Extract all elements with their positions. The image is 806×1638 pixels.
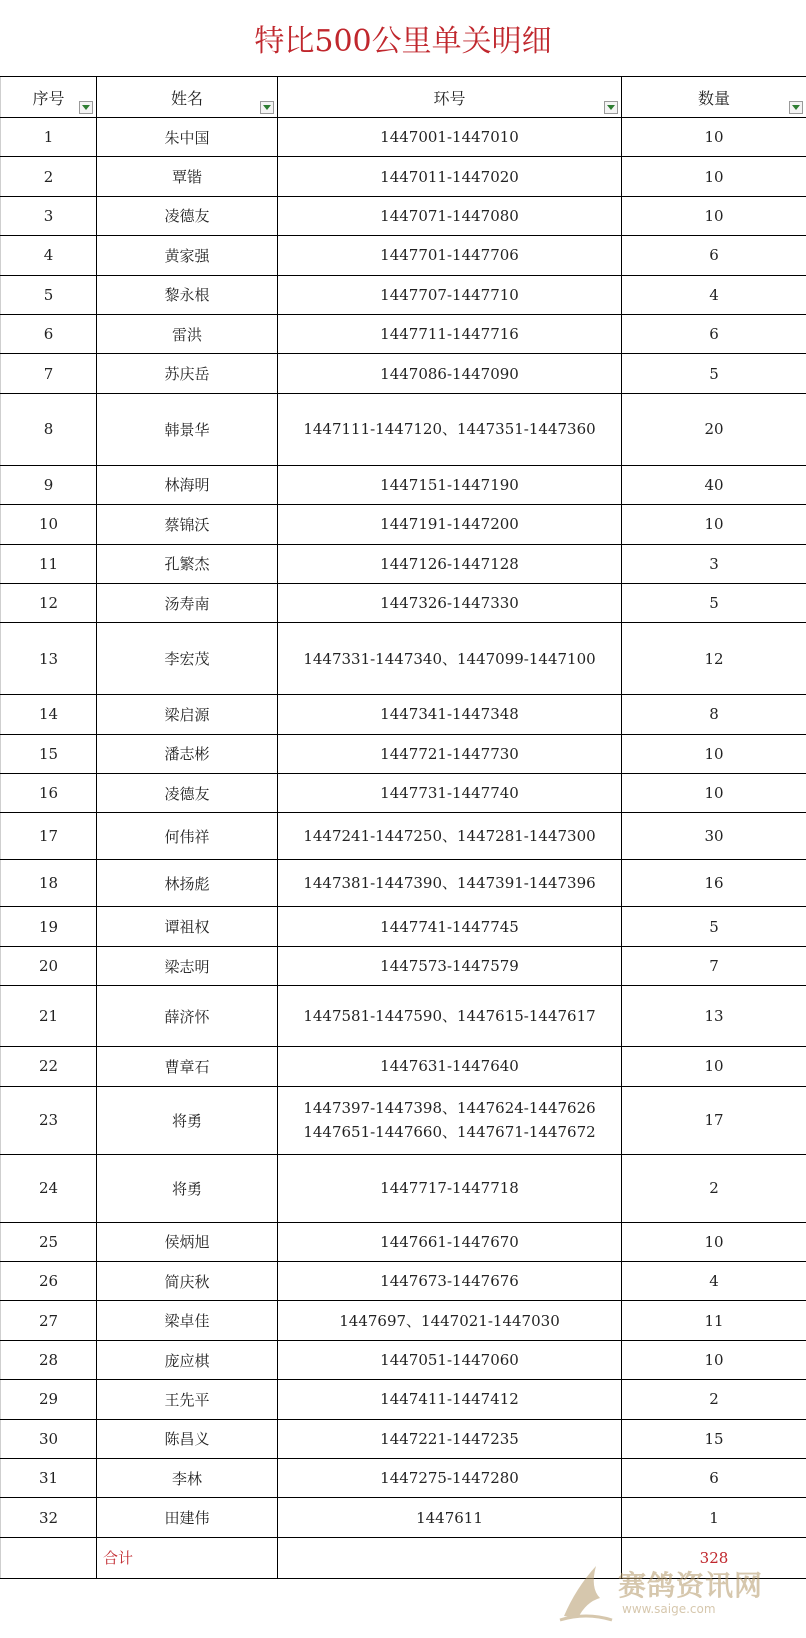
ring-range: 1447151-1447190 <box>380 475 519 494</box>
ring-range: 1447221-1447235 <box>380 1429 519 1448</box>
cell-qty: 13 <box>622 986 806 1047</box>
cell-qty: 10 <box>622 505 806 544</box>
cell-seq: 12 <box>1 583 97 622</box>
cell-qty: 20 <box>622 393 806 465</box>
cell-qty: 30 <box>622 813 806 860</box>
cell-qty: 12 <box>622 623 806 695</box>
ring-range: 1447397-1447398、1447624-1447626 <box>303 1099 596 1118</box>
cell-ring <box>278 157 622 196</box>
ring-range: 1447573-1447579 <box>380 957 519 976</box>
cell-ring <box>278 1340 622 1379</box>
ring-range: 1447631-1447640 <box>380 1057 519 1076</box>
ring-range: 1447381-1447390、1447391-1447396 <box>303 874 596 893</box>
cell-name: 潘志彬 <box>97 734 278 773</box>
table-row <box>1 354 806 393</box>
cell-ring <box>278 583 622 622</box>
ring-range: 1447275-1447280 <box>380 1469 519 1488</box>
cell-ring <box>278 1086 622 1154</box>
filter-dropdown-icon[interactable] <box>79 101 93 114</box>
cell-name: 梁启源 <box>97 695 278 734</box>
cell-name: 何伟祥 <box>97 813 278 860</box>
header-ring-label: 环号 <box>433 88 466 108</box>
cell-ring <box>278 118 622 157</box>
cell-ring <box>278 1301 622 1340</box>
ring-range: 1447701-1447706 <box>380 246 519 265</box>
cell-seq: 18 <box>1 860 97 907</box>
cell-name: 梁卓佳 <box>97 1301 278 1340</box>
cell-name: 梁志明 <box>97 946 278 985</box>
ring-range: 1447241-1447250、1447281-1447300 <box>303 827 596 846</box>
cell-ring <box>278 946 622 985</box>
cell-name: 覃锴 <box>97 157 278 196</box>
ring-range: 1447126-1447128 <box>380 554 519 573</box>
cell-name: 侯炳旭 <box>97 1222 278 1261</box>
cell-ring <box>278 314 622 353</box>
ring-range: 1447011-1447020 <box>380 167 519 186</box>
ring-range: 1447111-1447120、1447351-1447360 <box>303 420 596 439</box>
total-value: 328 <box>622 1537 806 1578</box>
table-row <box>1 1222 806 1261</box>
table-row <box>1 813 806 860</box>
ring-range: 1447341-1447348 <box>380 705 519 724</box>
cell-name: 黄家强 <box>97 236 278 275</box>
cell-ring <box>278 623 622 695</box>
cell-seq: 20 <box>1 946 97 985</box>
cell-seq: 24 <box>1 1154 97 1222</box>
ring-range: 1447086-1447090 <box>380 364 519 383</box>
cell-seq: 15 <box>1 734 97 773</box>
cell-ring <box>278 354 622 393</box>
cell-qty: 10 <box>622 118 806 157</box>
cell-seq: 22 <box>1 1047 97 1086</box>
ring-range: 1447697、1447021-1447030 <box>339 1311 560 1330</box>
cell-ring <box>278 236 622 275</box>
ring-range: 1447661-1447670 <box>380 1232 519 1251</box>
filter-dropdown-icon[interactable] <box>789 101 803 114</box>
table-row <box>1 1380 806 1419</box>
header-seq-label: 序号 <box>32 88 65 108</box>
cell-qty: 10 <box>622 1222 806 1261</box>
table-row <box>1 1498 806 1537</box>
table-row <box>1 275 806 314</box>
cell-qty: 16 <box>622 860 806 907</box>
cell-seq: 32 <box>1 1498 97 1537</box>
table-row <box>1 465 806 504</box>
cell-ring <box>278 1154 622 1222</box>
cell-ring <box>278 393 622 465</box>
total-seq-empty <box>1 1537 97 1578</box>
watermark-url: www.saige.com <box>622 1602 716 1616</box>
cell-name: 李林 <box>97 1458 278 1497</box>
table-row <box>1 118 806 157</box>
ring-range: 1447731-1447740 <box>380 784 519 803</box>
table-row <box>1 986 806 1047</box>
table-row <box>1 1047 806 1086</box>
total-label: 合计 <box>97 1537 278 1578</box>
pigeon-icon <box>556 1558 616 1628</box>
ring-range: 1447051-1447060 <box>380 1351 519 1369</box>
cell-seq: 14 <box>1 695 97 734</box>
cell-qty: 5 <box>622 583 806 622</box>
cell-name: 蔡锦沃 <box>97 505 278 544</box>
cell-name: 将勇 <box>97 1154 278 1222</box>
cell-ring <box>278 1380 622 1419</box>
cell-ring <box>278 1262 622 1301</box>
cell-qty: 6 <box>622 1458 806 1497</box>
cell-ring <box>278 774 622 813</box>
cell-seq: 23 <box>1 1086 97 1154</box>
cell-seq: 28 <box>1 1340 97 1379</box>
cell-qty: 10 <box>622 1340 806 1379</box>
header-name <box>97 77 278 118</box>
cell-name: 凌德友 <box>97 774 278 813</box>
ring-range: 1447411-1447412 <box>380 1390 519 1409</box>
cell-qty: 8 <box>622 695 806 734</box>
table-row <box>1 314 806 353</box>
watermark-name: 赛鸽资讯网 <box>618 1569 764 1602</box>
ring-range: 1447721-1447730 <box>380 744 519 763</box>
cell-ring <box>278 196 622 235</box>
cell-name: 汤寿南 <box>97 583 278 622</box>
cell-seq: 3 <box>1 196 97 235</box>
table-row <box>1 1301 806 1340</box>
table-row <box>1 196 806 235</box>
cell-seq: 1 <box>1 118 97 157</box>
table-row <box>1 1458 806 1497</box>
cell-seq: 6 <box>1 314 97 353</box>
cell-ring <box>278 695 622 734</box>
cell-name: 庞应棋 <box>97 1340 278 1379</box>
ring-range: 1447611 <box>416 1508 483 1527</box>
cell-name: 王先平 <box>97 1380 278 1419</box>
header-seq <box>1 77 97 118</box>
ring-range: 1447071-1447080 <box>380 206 519 225</box>
cell-name: 将勇 <box>97 1086 278 1154</box>
cell-ring <box>278 505 622 544</box>
ring-range: 1447673-1447676 <box>380 1272 519 1291</box>
table-row <box>1 393 806 465</box>
cell-seq: 17 <box>1 813 97 860</box>
ring-range: 1447331-1447340、1447099-1447100 <box>303 649 596 668</box>
ring-range: 1447581-1447590、1447615-1447617 <box>303 1007 596 1026</box>
detail-table <box>0 76 806 1579</box>
cell-seq: 10 <box>1 505 97 544</box>
cell-ring <box>278 1458 622 1497</box>
cell-seq: 7 <box>1 354 97 393</box>
cell-name: 李宏茂 <box>97 623 278 695</box>
cell-name: 曹章石 <box>97 1047 278 1086</box>
table-row <box>1 946 806 985</box>
cell-qty: 10 <box>622 196 806 235</box>
cell-name: 雷洪 <box>97 314 278 353</box>
cell-qty: 17 <box>622 1086 806 1154</box>
cell-name: 林扬彪 <box>97 860 278 907</box>
cell-qty: 6 <box>622 314 806 353</box>
cell-qty: 2 <box>622 1154 806 1222</box>
ring-range: 1447326-1447330 <box>380 594 519 613</box>
table-row <box>1 907 806 946</box>
table-row <box>1 544 806 583</box>
cell-qty: 5 <box>622 354 806 393</box>
cell-qty: 40 <box>622 465 806 504</box>
ring-range: 1447711-1447716 <box>380 325 519 344</box>
cell-ring <box>278 986 622 1047</box>
cell-qty: 11 <box>622 1301 806 1340</box>
cell-qty: 2 <box>622 1380 806 1419</box>
cell-ring <box>278 1498 622 1537</box>
header-ring <box>278 77 622 118</box>
cell-qty: 6 <box>622 236 806 275</box>
cell-name: 苏庆岳 <box>97 354 278 393</box>
cell-seq: 25 <box>1 1222 97 1261</box>
cell-qty: 10 <box>622 734 806 773</box>
header-qty-label: 数量 <box>697 88 730 108</box>
cell-seq: 2 <box>1 157 97 196</box>
ring-range: 1447191-1447200 <box>380 515 519 534</box>
cell-seq: 31 <box>1 1458 97 1497</box>
table-row <box>1 1340 806 1379</box>
cell-ring <box>278 734 622 773</box>
cell-name: 林海明 <box>97 465 278 504</box>
table-row <box>1 860 806 907</box>
cell-seq: 13 <box>1 623 97 695</box>
cell-qty: 4 <box>622 275 806 314</box>
cell-qty: 10 <box>622 157 806 196</box>
cell-qty: 10 <box>622 1047 806 1086</box>
cell-seq: 29 <box>1 1380 97 1419</box>
cell-name: 田建伟 <box>97 1498 278 1537</box>
cell-seq: 5 <box>1 275 97 314</box>
ring-range: 1447707-1447710 <box>380 285 519 304</box>
table-row <box>1 157 806 196</box>
filter-dropdown-icon[interactable] <box>604 101 618 114</box>
cell-seq: 9 <box>1 465 97 504</box>
cell-name: 韩景华 <box>97 393 278 465</box>
cell-seq: 26 <box>1 1262 97 1301</box>
cell-ring <box>278 465 622 504</box>
table-row <box>1 1086 806 1154</box>
cell-seq: 11 <box>1 544 97 583</box>
cell-seq: 19 <box>1 907 97 946</box>
cell-qty: 4 <box>622 1262 806 1301</box>
ring-range: 1447651-1447660、1447671-1447672 <box>303 1123 596 1142</box>
cell-seq: 16 <box>1 774 97 813</box>
cell-ring <box>278 1047 622 1086</box>
ring-range: 1447717-1447718 <box>380 1179 519 1198</box>
cell-seq: 8 <box>1 393 97 465</box>
ring-range: 1447001-1447010 <box>380 128 519 147</box>
cell-seq: 27 <box>1 1301 97 1340</box>
table-row <box>1 695 806 734</box>
header-row <box>1 77 806 118</box>
ring-range: 1447741-1447745 <box>380 917 519 936</box>
cell-qty: 10 <box>622 774 806 813</box>
table-row <box>1 734 806 773</box>
page-title: 特比500公里单关明细 <box>0 0 806 77</box>
table-row <box>1 583 806 622</box>
cell-qty: 3 <box>622 544 806 583</box>
cell-qty: 1 <box>622 1498 806 1537</box>
table-row <box>1 1262 806 1301</box>
cell-qty: 5 <box>622 907 806 946</box>
cell-ring <box>278 813 622 860</box>
cell-name: 简庆秋 <box>97 1262 278 1301</box>
cell-seq: 21 <box>1 986 97 1047</box>
cell-seq: 30 <box>1 1419 97 1458</box>
cell-name: 朱中国 <box>97 118 278 157</box>
header-qty <box>622 77 806 118</box>
table-row <box>1 623 806 695</box>
cell-name: 谭祖权 <box>97 907 278 946</box>
cell-ring <box>278 1222 622 1261</box>
cell-ring <box>278 860 622 907</box>
table-row <box>1 774 806 813</box>
cell-name: 凌德友 <box>97 196 278 235</box>
cell-ring <box>278 1419 622 1458</box>
cell-ring <box>278 275 622 314</box>
cell-name: 薛济怀 <box>97 986 278 1047</box>
cell-name: 陈昌义 <box>97 1419 278 1458</box>
table-row <box>1 1154 806 1222</box>
filter-dropdown-icon[interactable] <box>260 101 274 114</box>
cell-seq: 4 <box>1 236 97 275</box>
table-row <box>1 236 806 275</box>
cell-name: 孔繁杰 <box>97 544 278 583</box>
cell-qty: 15 <box>622 1419 806 1458</box>
header-name-label: 姓名 <box>170 88 203 108</box>
cell-ring <box>278 544 622 583</box>
watermark-logo <box>556 1558 786 1628</box>
cell-name: 黎永根 <box>97 275 278 314</box>
cell-ring <box>278 907 622 946</box>
table-row <box>1 505 806 544</box>
cell-qty: 7 <box>622 946 806 985</box>
table-row <box>1 1419 806 1458</box>
